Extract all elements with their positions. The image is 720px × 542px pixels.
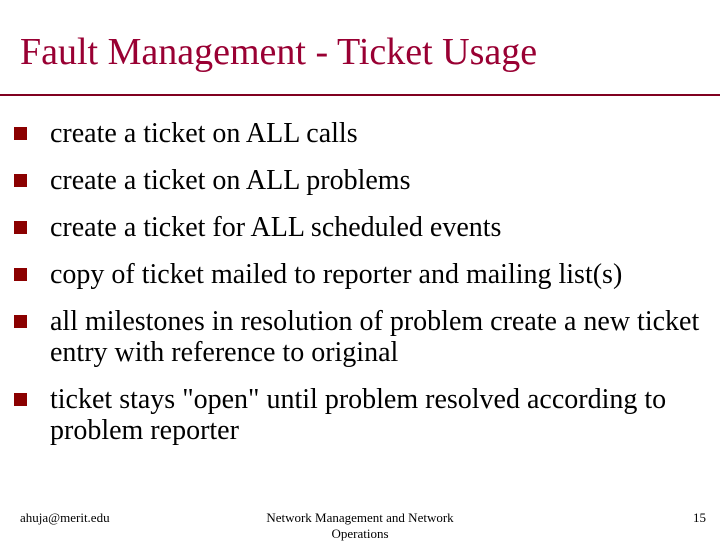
footer-author: ahuja@merit.edu [20,510,110,525]
square-bullet-icon [14,127,27,140]
bullet-text: create a ticket for ALL scheduled events [50,212,502,243]
bullet-text: ticket stays "open" until problem resolved according to problem reporter [50,384,667,446]
square-bullet-icon [14,174,27,187]
slide-title: Fault Management - Ticket Usage [20,31,538,73]
title-divider [0,94,720,96]
bullet-item [0,259,720,290]
bullet-item [0,306,720,368]
bullet-item [0,384,720,446]
bullet-item [0,165,720,196]
square-bullet-icon [14,221,27,234]
bullet-text: copy of ticket mailed to reporter and mailing list(s) [50,259,623,290]
square-bullet-icon [14,268,27,281]
bullet-list [0,118,720,462]
slide-footer [0,508,720,540]
square-bullet-icon [14,315,27,328]
bullet-text: create a ticket on ALL calls [50,118,358,149]
bullet-text: create a ticket on ALL problems [50,165,411,196]
bullet-item [0,212,720,243]
bullet-text: all milestones in resolution of problem create a new ticket entry with reference to original [50,306,700,368]
footer-course-title: Network Management and Network Operations [266,510,454,541]
square-bullet-icon [14,393,27,406]
page-number: 15 [693,510,706,525]
bullet-item [0,118,720,149]
